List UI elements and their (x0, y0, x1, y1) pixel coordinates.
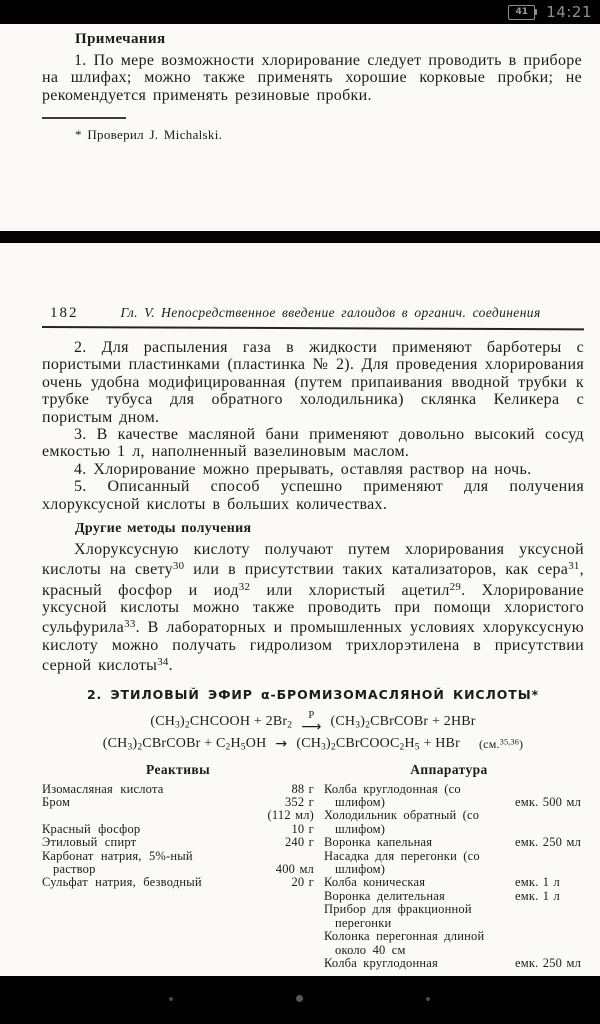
status-bar (0, 0, 600, 24)
equation-2-left: $(CH_3)_2CBrCOBr + C_2H_5OH$ (102, 735, 267, 753)
apparatus-row: Колба коническая емк. 1 л (324, 875, 560, 890)
reaction-arrow-with-catalyst (301, 711, 321, 733)
reagent-row: Сульфат натрия, безводный 20 г (42, 875, 314, 890)
book-page-main[interactable] (0, 243, 600, 976)
page-number: 182 (50, 305, 79, 321)
battery-level: 41 (508, 5, 535, 20)
table-column-headers (42, 762, 584, 778)
section-title: 2. ЭТИЛОВЫЙ ЭФИР α-БРОМИЗОМАСЛЯНОЙ КИСЛОТЫ* (86, 687, 540, 703)
equation-2 (42, 736, 584, 753)
reagent-row: Карбонат натрия, 5%-ный раствор 400 мл (42, 848, 314, 877)
header-rule (42, 326, 584, 330)
apparatus-row: Колба круглодонная (со шлифом) емк. 500 мл (324, 781, 582, 810)
reagents-column (42, 783, 314, 971)
other-methods-paragraph: Хлоруксусную кислоту получают путем хлорирования уксусной кислоты на свету$^{30}$ или в присутствии таких катализаторов, как сера$^{31}$, красный фосфор и иод$^{32}$ или хлористый ацетил$^{29}$. Хлорирование уксусной кислоты можно также проводить при помощи хлористого сульфурила$^{33}$. В лабораторных и промышленных условиях хлоруксусную кислоту можно получать гидролизом трихлорэтилена в присутствии серной кислоты$^{34}$. (42, 541, 584, 675)
equation-1-right: $(CH_3)_2CBrCOBr + 2HBr$ (330, 713, 476, 731)
reagent-row: Изомасляная кислота 88 г (42, 781, 314, 796)
catalyst-label: P (308, 710, 315, 722)
reaction-equations (42, 711, 584, 752)
running-title: Гл. V. Непосредственное введение галоидов в органич. соединения (120, 305, 541, 320)
note-paragraph: 4. Хлорирование можно прерывать, оставляя раствор на ночь. (74, 460, 532, 478)
numbered-notes (42, 339, 584, 513)
book-page-top-fragment[interactable] (0, 24, 600, 231)
equation-1-left: $(CH_3)_2CHCOOH + 2Br_2$ (150, 713, 293, 731)
note-paragraph: 1. По мере возможности хлорирование следует проводить в приборе на шлифах; можно также применять хорошие корковые пробки; не рекомендуется применять резиновые пробки. (42, 52, 582, 104)
apparatus-row: Колба круглодонная емк. 250 мл (324, 955, 582, 970)
battery-icon (508, 5, 537, 20)
reagents-apparatus-table (42, 783, 584, 971)
status-clock: 14:21 (546, 3, 592, 21)
apparatus-row: Насадка для перегонки (со шлифом) (324, 848, 480, 877)
footnote-rule (42, 117, 126, 119)
back-button-icon[interactable] (169, 997, 173, 1001)
page-separator-band (0, 231, 600, 243)
footnote-text: * Проверил J. Michalski. (75, 127, 223, 143)
apparatus-row: Холодильник обратный (со шлифом) (324, 808, 480, 836)
arrow-icon: ⟶ (301, 718, 322, 735)
notes-heading: Примечания (75, 31, 166, 47)
equation-reference: (см.$^{35,36}$) (478, 736, 524, 751)
note-paragraph: 3. В качестве масляной бани применяют довольно высокий сосуд емкостью 1 л, наполненный вазелиновым маслом. (42, 426, 584, 461)
running-header (42, 305, 584, 322)
recents-button-icon[interactable] (426, 997, 430, 1001)
arrow-icon: → (275, 736, 288, 753)
apparatus-column (324, 783, 584, 971)
battery-nub (535, 9, 537, 15)
apparatus-heading: Аппаратура (410, 761, 488, 777)
other-methods-heading: Другие методы получения (75, 521, 252, 537)
reagent-row: Бром 352 г (112 мл) (42, 795, 314, 823)
reagent-row: Красный фосфор 10 г (42, 821, 314, 836)
reagent-row: Этиловый спирт 240 г (42, 835, 314, 850)
reagents-heading: Реактивы (145, 761, 211, 777)
equation-2-right: $(CH_3)_2CBrCOOC_2H_5$ + HBr (296, 735, 460, 753)
navigation-bar (0, 976, 600, 1024)
equation-1 (42, 711, 584, 733)
apparatus-row: Воронка капельная емк. 250 мл (324, 835, 582, 850)
apparatus-row: Колонка перегонная длиной около 40 см (324, 929, 485, 957)
note-paragraph: 2. Для распыления газа в жидкости применяют барботеры с пористыми пластинками (пластинка № 2). Для проведения хлорирования очень удобна модифицированная (путем припаивания вводной трубки к трубке тубуса для обратного холодильника) склянка Келикера с пористым дном. (42, 339, 584, 426)
apparatus-row: Прибор для фракционной перегонки (324, 902, 472, 930)
home-button-icon[interactable] (296, 995, 303, 1002)
note-paragraph: 5. Описанный способ успешно применяют для получения хлоруксусной кислоты в больших количествах. (42, 478, 584, 513)
apparatus-row: Воронка делительная емк. 1 л (324, 888, 560, 903)
